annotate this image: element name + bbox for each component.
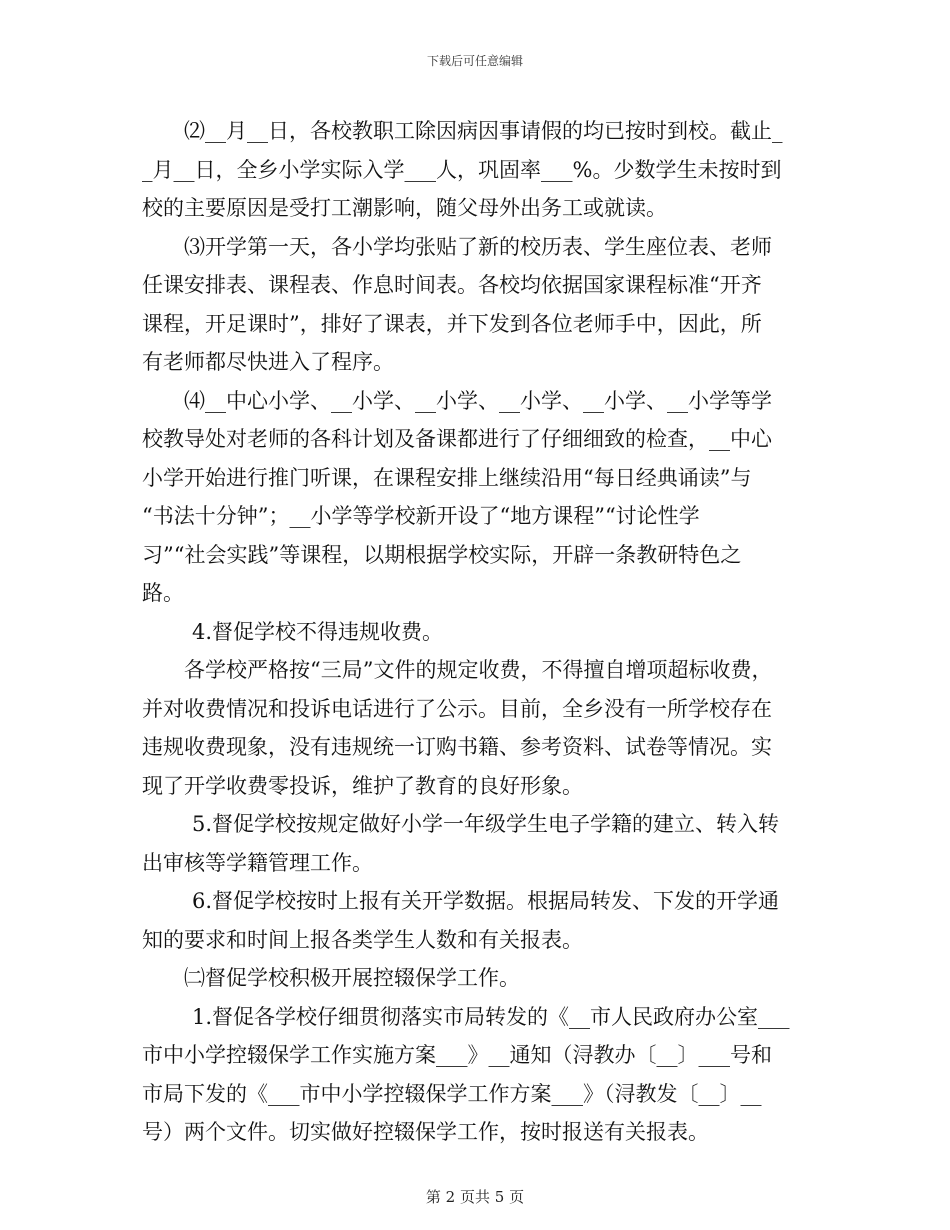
paragraph (142, 998, 807, 1152)
text-line: 号）两个文件。切实做好控辍保学工作，按时报送有关报表。 (142, 1120, 709, 1144)
text-line: 知的要求和时间上报各类学生人数和有关报表。 (142, 927, 583, 952)
text-line: 5.督促学校按规定做好小学一年级学生电子学籍的建立、转入转 (192, 812, 780, 836)
document-body (142, 112, 807, 1152)
paragraph (142, 382, 807, 613)
text-line: ⑵__月__日，各校教职工除因病因事请假的均已按时到校。截止_ (184, 119, 783, 143)
text-line: ⑷__中心小学、__小学、__小学、__小学、__小学、__小学等学 (184, 388, 772, 413)
page-footer: 第 2 页共 5 页 (425, 1188, 525, 1206)
text-line: ⑶开学第一天，各小学均张贴了新的校历表、学生座位表、老师 (184, 234, 772, 259)
text-line: _月__日，全乡小学实际入学___人，巩固率___%。少数学生未按时到 (142, 157, 782, 182)
text-line: 出审核等学籍管理工作。 (142, 850, 373, 875)
text-line: 校教导处对老师的各科计划及备课都进行了仔细细致的检查，__中心 (142, 427, 772, 451)
text-line: 习”“社会实践”等课程，以期根据学校实际，开辟一条教研特色之 (142, 542, 742, 567)
paragraph (142, 112, 807, 228)
paragraph (142, 959, 807, 998)
text-line: 4.督促学校不得违规收费。 (192, 619, 444, 644)
text-line: “书法十分钟”；__小学等学校新开设了“地方课程”“讨论性学 (142, 504, 700, 528)
paragraph (142, 805, 807, 882)
paragraph (142, 228, 807, 382)
text-line: 课程，开足课时”，排好了课表，并下发到各位老师手中，因此，所 (142, 311, 762, 336)
text-line: 1.督促各学校仔细贯彻落实市局转发的《__市人民政府办公室___ (192, 1004, 790, 1029)
text-line: ㈡督促学校积极开展控辍保学工作。 (184, 966, 520, 990)
text-line: 小学开始进行推门听课，在课程安排上继续沿用“每日经典诵读”与 (142, 465, 752, 490)
text-line: 6.督促学校按时上报有关开学数据。根据局转发、下发的开学通 (192, 889, 780, 913)
text-line: 有老师都尽快进入了程序。 (142, 350, 394, 374)
text-line: 路。 (142, 581, 184, 605)
page-header: 下载后可任意编辑 (426, 54, 523, 68)
text-line: 各学校严格按“三局”文件的规定收费，不得擅自增项超标收费， (184, 658, 773, 682)
paragraph (142, 882, 807, 959)
text-line: 违规收费现象，没有违规统一订购书籍、参考资料、试卷等情况。实 (142, 735, 772, 759)
text-line: 现了开学收费零投诉，维护了教育的良好形象。 (142, 773, 583, 798)
text-line: 校的主要原因是受打工潮影响，随父母外出务工或就读。 (142, 196, 667, 220)
text-line: 市中小学控辍保学工作实施方案___》__通知（浔教办〔__〕___号和 (142, 1043, 772, 1067)
text-line: 并对收费情况和投诉电话进行了公示。目前，全乡没有一所学校存在 (142, 696, 772, 721)
paragraph (142, 651, 807, 805)
text-line: 任课安排表、课程表、作息时间表。各校均依据国家课程标准“开齐 (142, 273, 762, 297)
text-line: 市局下发的《___市中小学控辍保学工作方案___》（浔教发〔__〕__ (142, 1081, 762, 1106)
paragraph (142, 613, 807, 652)
